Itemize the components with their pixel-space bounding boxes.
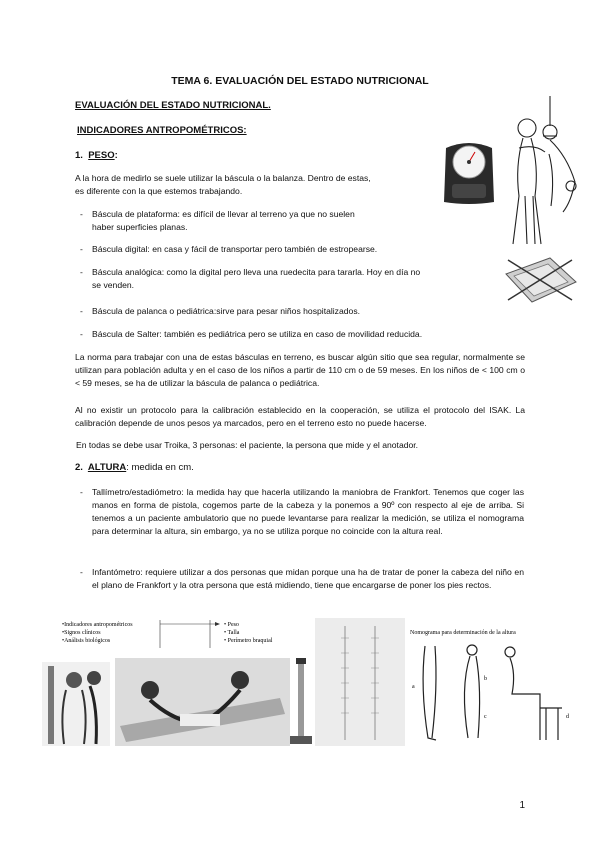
peso-intro-line2: es diferente con la que estemos trabajando.: [75, 186, 243, 196]
peso-heading: [75, 150, 118, 161]
measure-letter-c: c: [484, 714, 487, 720]
list-item-text: Báscula de Salter: también es pediátrica pero se utiliza en caso de movilidad reducida.: [92, 329, 423, 339]
anthropometry-figure-strip: [40, 618, 595, 748]
measure-letter-a: a: [412, 684, 415, 690]
list-item-text: Tallímetro/estadiómetro: la medida hay que hacerla utilizando la maniobra de Frankfort. Tenemos que coger las manos en forma de pistola, cogemos parte de la cabeza y la ponemos a 90º con respecto al eje de arriba. Si tenemos a un paciente ambulatorio que no puede levantarse para realizar la medición, se utiliza el nomograma para determinar la altura, sin embargo, ya no se utiliza porque no coincide con la altura real.: [92, 487, 524, 536]
list-item-text: se venden.: [92, 280, 135, 290]
list-item-text: Infantómetro: requiere utilizar a dos personas que midan porque una ha de tratar de poner la cabeza del niño en el plano de Frankfort y la otra persona que está midiendo, tiene que encargarse de poner los pies rectos.: [92, 567, 524, 590]
page-title: TEMA 6. EVALUACIÓN DEL ESTADO NUTRICIONAL: [171, 75, 429, 87]
list-item-text: Báscula digital: en casa y fácil de transportar pero también de estropearse.: [92, 244, 378, 254]
peso-label: PESO: [88, 150, 115, 161]
list-item-text: haber superficies planas.: [92, 222, 188, 232]
peso-paragraph-2: Al no existir un protocolo para la calibración establecido en la cooperación, se utiliza el protocolo del ISAK. La calibración depende de unos pesos ya marcados, pero en el terreno esto no puede hacerse.: [75, 405, 525, 428]
altura-suffix: : medida en cm.: [126, 462, 194, 473]
indicators-diagram: [62, 620, 273, 648]
indicator-label: •Análisis biológicos: [62, 638, 111, 644]
infantometer-illustration: [115, 658, 290, 746]
peso-paragraph-3: En todas se debe usar Troika, 3 personas: el paciente, la persona que mide y el anotador.: [76, 440, 419, 450]
child-weighing-illustration: [505, 96, 585, 246]
bathroom-scale-image: [440, 138, 498, 206]
nomogram-title: Nomograma para determinación de la altura: [410, 630, 516, 636]
altura-number: 2.: [75, 462, 83, 473]
list-item-text: Báscula de plataforma: es difícil de llevar al terreno ya que no suelen: [92, 209, 355, 219]
measure-letter-d: d: [566, 714, 569, 720]
measure-letter-b: b: [484, 676, 487, 682]
list-item-text: Báscula analógica: como la digital pero lleva una ruedecita para tararla. Hoy en día no: [92, 267, 421, 277]
page-number: 1: [519, 800, 525, 811]
altura-heading: [75, 462, 194, 473]
peso-number: 1.: [75, 150, 83, 161]
indicator-label: •Signos clínicos: [62, 630, 101, 636]
peso-paragraph-1: La norma para trabajar con una de estas básculas en terreno, es buscar algún sitio que sea regular, normalmente se utilizan para población adulta y en el caso de los niños a partir de 110 cm o de 59 meses. En los niños de < 100 cm o < 59 meses, se ha de utilizar la báscula de palanca o pediátrica.: [75, 352, 525, 388]
nomogram-chart: [315, 618, 405, 746]
peso-colon: :: [114, 150, 118, 161]
indicator-label: • Peso: [224, 622, 239, 628]
peso-intro: [75, 172, 435, 198]
peso-intro-line1: A la hora de medirlo se suele utilizar la báscula o la balanza. Dentro de estas,: [75, 173, 371, 183]
height-nomogram-figures: [410, 630, 569, 740]
indicator-label: • Talla: [224, 630, 240, 636]
list-item-text: Báscula de palanca o pediátrica:sirve para pesar niños hospitalizados.: [92, 306, 361, 316]
altura-label: ALTURA: [87, 462, 127, 473]
subheading: INDICADORES ANTROPOMÉTRICOS:: [77, 125, 247, 136]
column-scale-illustration: [290, 658, 312, 744]
document-page: TEMA 6. EVALUACIÓN DEL ESTADO NUTRICIONAL EVALUACIÓN DEL ESTADO NUTRICIONAL. INDICADORES ANTROPOMÉTRICOS: 1. PESO: A la hora de medirlo se suele utilizar la báscula o la balanza. Dentro de estas, es diferente con la que estemos trabajando. - Báscula de plataforma: es difícil de llevar al terreno ya que no suelen haber superficies planas. - Báscula digital: en casa y fácil de transportar pero también de estropearse. - Báscula analógica: como la digital pero lleva una ruedecita para tararla. Hoy en día no se venden. - Báscula de palanca o pediátrica:sirve para pesar niños hospitalizados. - Báscula de Salter: también es pediátrica pero se utiliza en caso de movilidad reducida. La norma para trabajar con una de estas básculas en terreno, es buscar algún sitio que sea regular, normalmente se utilizan para población adulta y en el caso de los niños a partir de 110 cm o de 59 meses. En los niños de < 100 cm o < 59 meses, se ha de utilizar la báscula de palanca o pediátrica. Al no existir un protocolo para la calibración establecido en la cooperación, se utiliza el protocolo del ISAK. La calibración depende de unos pesos ya marcados, pero en el terreno esto no puede hacerse. En todas se debe usar Troika, 3 personas: el paciente, la persona que mide y el anotador. 2. ALTURA: medida en cm. - Tallímetro/estadiómetro: la medida hay que hacerla utilizando la maniobra de Frankfort. Tenemos que coger las manos en forma de pistola, cogemos parte de la cabeza y la ponemos a 90º con respecto al eje de arriba. Si tenemos a un paciente ambulatorio que no puede levantarse para realizar la medición, se utiliza el nomograma para determinar la altura, sin embargo, ya no se utiliza porque no coincide con la altura real. - Infantómetro: requiere utilizar a dos personas que midan porque una ha de tratar de poner la cabeza del niño en el plano de Frankfort y la otra persona que está midiendo, tiene que encargarse de poner los pies rectos. •Indicadores antropométricos •Signos clínicos •Análisis biológicos • Peso • Talla • Perímetro braquial Nomograma para determinación de la altura a b c d 1: [0, 0, 600, 848]
indicator-label: •Indicadores antropométricos: [62, 622, 133, 628]
crossed-scale-icon: [498, 254, 580, 306]
stadiometer-illustration: [42, 662, 110, 746]
indicator-label: • Perímetro braquial: [224, 638, 273, 644]
section-heading: EVALUACIÓN DEL ESTADO NUTRICIONAL.: [75, 100, 271, 111]
